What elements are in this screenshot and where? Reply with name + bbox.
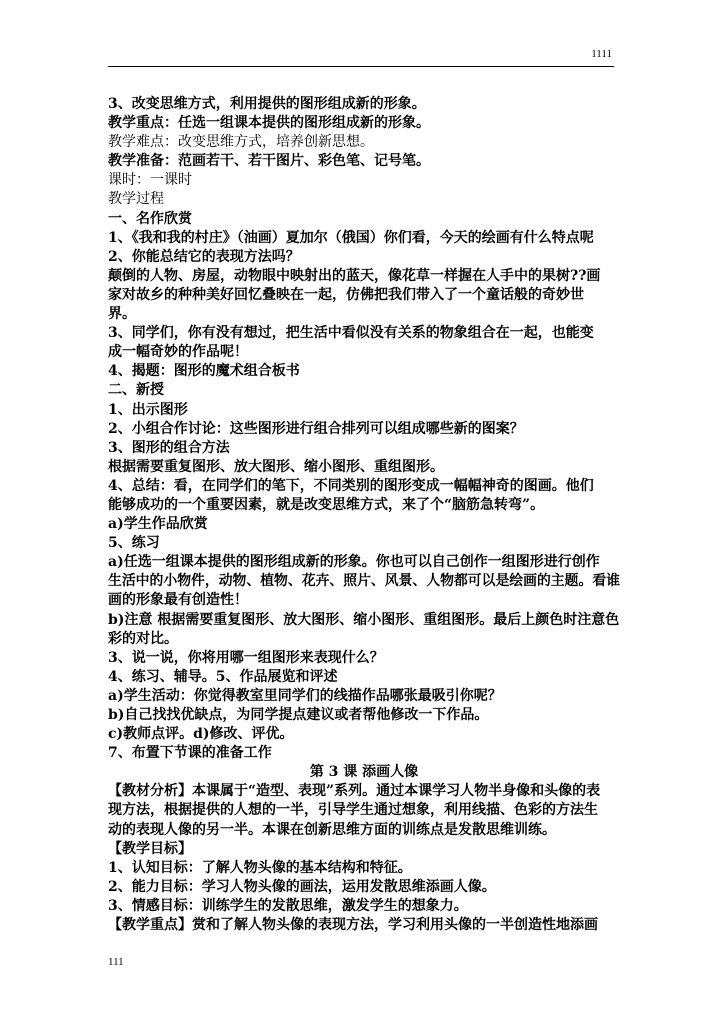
text-line: 2、小组合作讨论：这些图形进行组合排列可以组成哪些新的图案？ — [108, 420, 524, 437]
text-line: 一、名作欣赏 — [108, 210, 192, 227]
text-line: a)任选一组课本提供的图形组成新的形象。你也可以自己创作一组图形进行创作 — [108, 554, 600, 571]
text-line: 2、能力目标：学习人物头像的画法，运用发散思维添画人像。 — [108, 878, 496, 895]
text-line: 家对故乡的种种美好回忆叠映在一起，仿佛把我们带入了一个童话般的奇妙世 — [108, 286, 584, 303]
text-line: 画的形象最有创造性！ — [108, 592, 248, 609]
text-line: b)注意 根据需要重复图形、放大图形、缩小图形、重组图形。最后上颜色时注意色 — [108, 611, 620, 628]
text-line: b)自己找找优缺点，为同学提点建议或者帮他修改一下作品。 — [108, 707, 489, 723]
header-rule — [108, 66, 614, 67]
text-line: 3、改变思维方式，利用提供的图形组成新的形象。 — [108, 96, 426, 112]
text-line: 【教材分析】本课属于“造型、表现”系列。通过本课学习人物半身像和头像的表 — [108, 783, 601, 800]
text-line: 3、说一说，你将用哪一组图形来表现什么？ — [108, 649, 384, 666]
text-line: 成一幅奇妙的作品呢！ — [108, 344, 248, 361]
text-line: a)学生活动：你觉得教室里同学们的线描作品哪张最吸引你呢？ — [108, 687, 502, 704]
text-line: 教学准备：范画若干、若干图片、彩色笔、记号笔。 — [108, 153, 430, 170]
text-line: 1、出示图形 — [108, 401, 188, 418]
text-line: 3、情感目标：训练学生的发散思维，激发学生的想象力。 — [108, 897, 468, 914]
text-line: 彩的对比。 — [108, 630, 178, 647]
text-line: 7、布置下节课的准备工作 — [108, 745, 272, 762]
text-line: 2、你能总结它的表现方法吗？ — [108, 248, 300, 265]
text-line: 【教学目标】 — [108, 840, 192, 857]
text-line: a)学生作品欣赏 — [108, 516, 208, 533]
text-line: 教学过程 — [108, 191, 164, 208]
footer-page-number: 111 — [108, 956, 124, 968]
text-line: 生活中的小物件，动物、植物、花卉、照片、风景、人物都可以是绘画的主题。看谁 — [108, 573, 620, 590]
document-body — [108, 95, 620, 935]
text-line: c)教师点评。d)修改、评优。 — [108, 726, 294, 743]
text-line: 3、同学们，你有没有想过，把生活中看似没有关系的物象组合在一起，也能变 — [108, 325, 594, 342]
text-line: 现方法，根据提供的人想的一半，引导学生通过想象，利用线描、色彩的方法生 — [108, 802, 598, 819]
text-line: 4、揭题：图形的魔术组合板书 — [108, 363, 300, 380]
text-line: 1、认知目标：了解人物头像的基本结构和特征。 — [108, 859, 412, 876]
text-line: 【教学重点】赏和了解人物头像的表现方法，学习利用头像的一半创造性地添画 — [108, 917, 598, 934]
text-line: 教学难点：改变思维方式，培养创新思想。 — [108, 134, 374, 151]
text-line: 能够成功的一个重要因素，就是改变思维方式，来了个“脑筋急转弯”。 — [108, 496, 545, 513]
text-line: 颠倒的人物、房屋，动物眼中映射出的蓝天，像花草一样握在人手中的果树??画 — [108, 267, 601, 284]
lesson-title: 第 3 课 添画人像 — [309, 764, 419, 781]
text-line: 1、《我和我的村庄》（油画）夏加尔（俄国）你们看，今天的绘画有什么特点呢 — [108, 229, 594, 246]
text-line: 4、练习、辅导。5、作品展览和评述 — [108, 668, 338, 685]
text-line: 根据需要重复图形、放大图形、缩小图形、重组图形。 — [108, 458, 444, 475]
text-line: 二、新授 — [108, 382, 164, 399]
header-page-number: 1111 — [591, 48, 612, 60]
text-line: 课时：一课时 — [108, 172, 192, 189]
text-line: 3、图形的组合方法 — [108, 439, 230, 456]
text-line: 动的表现人像的另一半。本课在创新思维方面的训练点是发散思维训练。 — [108, 821, 556, 838]
text-line: 教学重点：任选一组课本提供的图形组成新的形象。 — [108, 115, 430, 132]
text-line: 界。 — [108, 306, 136, 323]
text-line: 4、总结：看，在同学们的笔下，不同类别的图形变成一幅幅神奇的图画。他们 — [108, 477, 594, 494]
text-line: 5、练习 — [108, 535, 160, 552]
